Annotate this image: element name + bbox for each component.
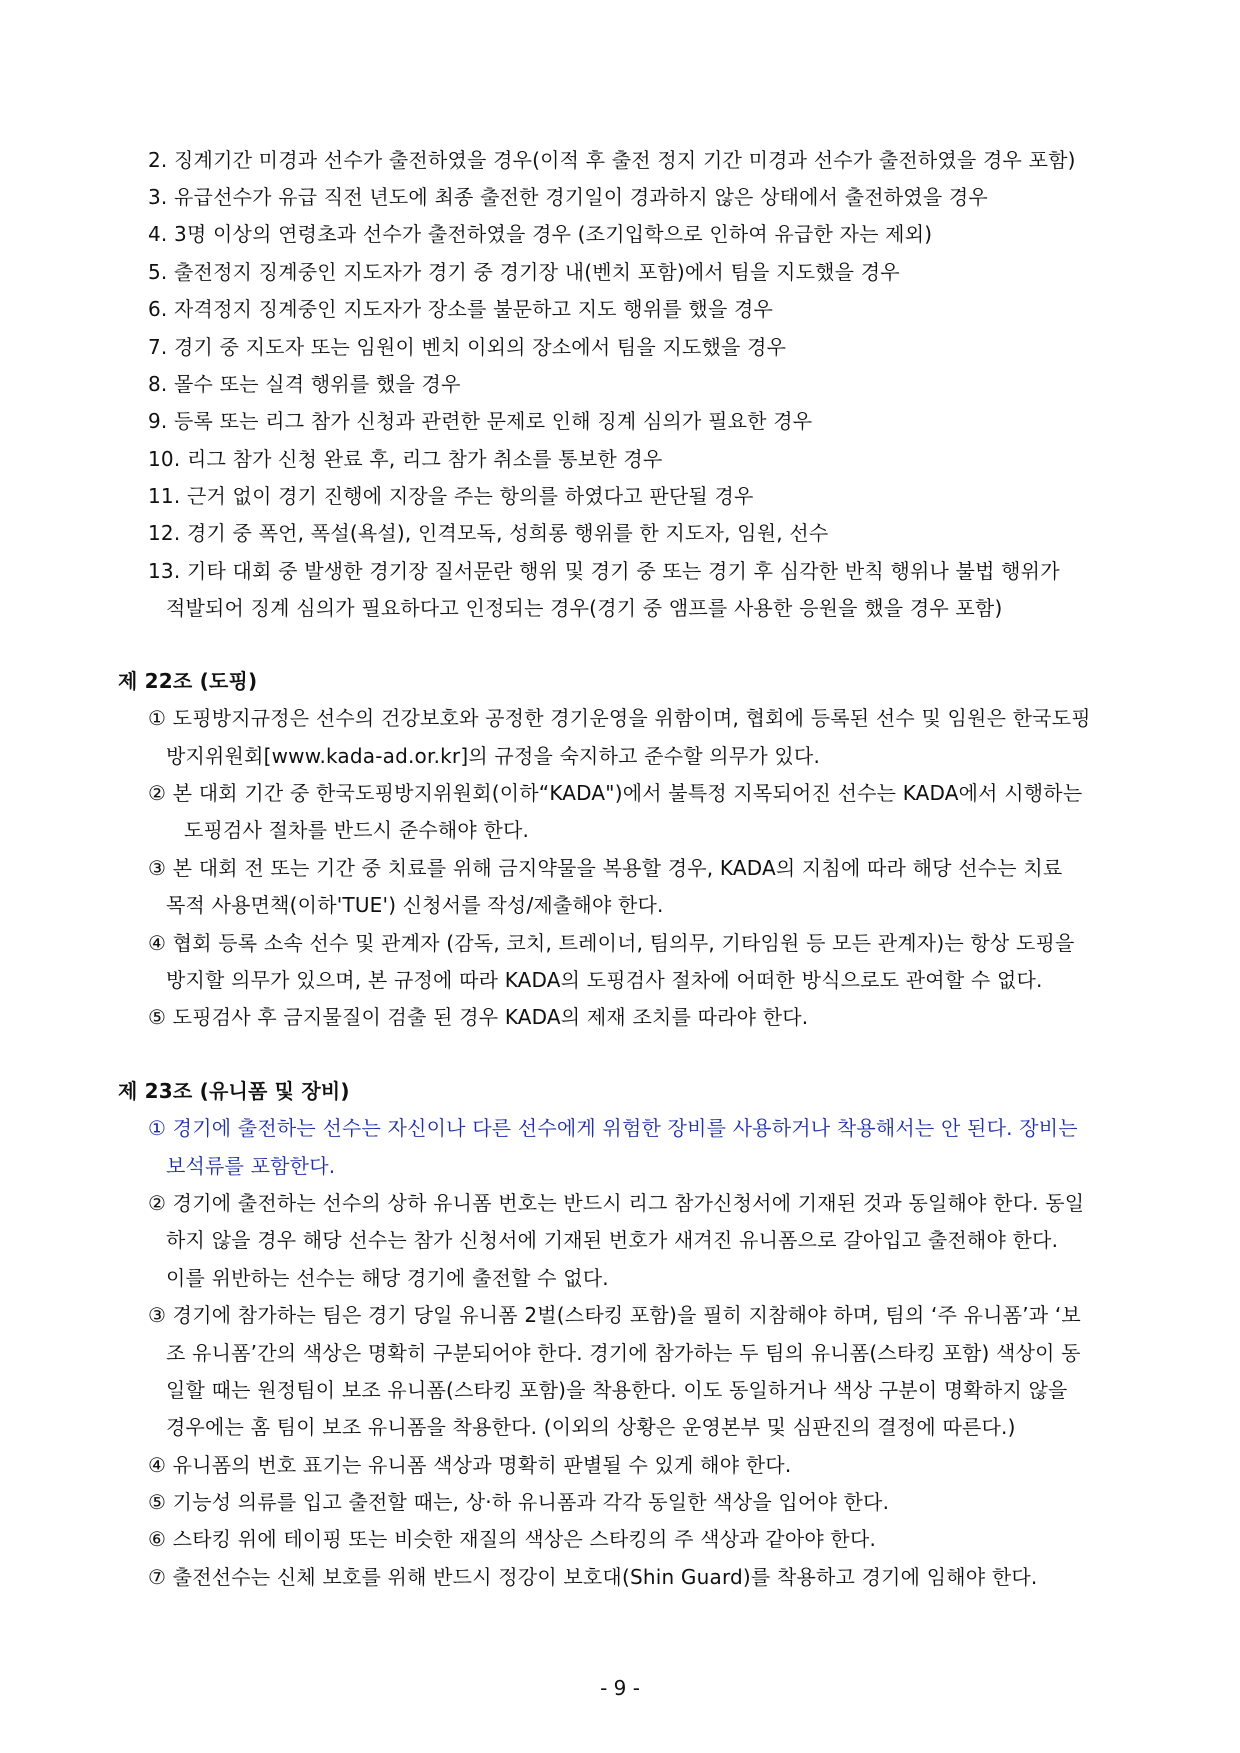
article-23-clause-2: ② 경기에 출전하는 선수의 상하 유니폼 번호는 반드시 리그 참가신청서에 기재된 것과 동일해야 한다. 동일 [148, 1191, 1085, 1215]
list-item: 4. 3명 이상의 연령초과 선수가 출전하였을 경우 (조기입학으로 인하여 유급한 자는 제외) [148, 222, 933, 246]
list-item: 7. 경기 중 지도자 또는 임원이 벤치 이외의 장소에서 팀을 지도했을 경우 [148, 335, 787, 359]
article-22-clause-2-cont: 도핑검사 절차를 반드시 준수해야 한다. [184, 818, 530, 842]
article-23-clause-4: ④ 유니폼의 번호 표기는 유니폼 색상과 명확히 판별될 수 있게 해야 한다. [148, 1453, 792, 1477]
article-23-clause-3-cont: 조 유니폼’간의 색상은 명확히 구분되어야 한다. 경기에 참가하는 두 팀의 유니폼(스타킹 포함) 색상이 동 [166, 1341, 1081, 1365]
article-23-clause-1: ① 경기에 출전하는 선수는 자신이나 다른 선수에게 위험한 장비를 사용하거나 착용해서는 안 된다. 장비는 [148, 1116, 1078, 1140]
article-23-clause-1-cont: 보석류를 포함한다. [166, 1154, 336, 1178]
list-item: 5. 출전정지 징계중인 지도자가 경기 중 경기장 내(벤치 포함)에서 팀을 지도했을 경우 [148, 260, 900, 284]
article-23-clause-3-cont: 일할 때는 원정팀이 보조 유니폼(스타킹 포함)을 착용한다. 이도 동일하거나 색상 구분이 명확하지 않을 [166, 1378, 1068, 1402]
list-item: 6. 자격정지 징계중인 지도자가 장소를 불문하고 지도 행위를 했을 경우 [148, 297, 774, 321]
article-22-clause-1: ① 도핑방지규정은 선수의 건강보호와 공정한 경기운영을 위함이며, 협회에 등록된 선수 및 임원은 한국도핑 [148, 706, 1091, 730]
list-item: 11. 근거 없이 경기 진행에 지장을 주는 항의를 하였다고 판단될 경우 [148, 484, 754, 508]
article-22-clause-5: ⑤ 도핑검사 후 금지물질이 검출 된 경우 KADA의 제재 조치를 따라야 한다. [148, 1005, 809, 1029]
list-item: 13. 기타 대회 중 발생한 경기장 질서문란 행위 및 경기 중 또는 경기 후 심각한 반칙 행위나 불법 행위가 [148, 559, 1060, 583]
article-23-heading: 제 23조 (유니폼 및 장비) [118, 1079, 350, 1103]
list-item: 12. 경기 중 폭언, 폭설(욕설), 인격모독, 성희롱 행위를 한 지도자, 임원, 선수 [148, 521, 829, 545]
article-23-clause-2-cont: 이를 위반하는 선수는 해당 경기에 출전할 수 없다. [166, 1266, 609, 1290]
list-item: 2. 징계기간 미경과 선수가 출전하였을 경우(이적 후 출전 정지 기간 미경과 선수가 출전하였을 경우 포함) [148, 148, 1076, 172]
article-23-clause-3: ③ 경기에 참가하는 팀은 경기 당일 유니폼 2벌(스타킹 포함)을 필히 지참해야 하며, 팀의 ‘주 유니폼’과 ‘보 [148, 1303, 1081, 1327]
list-item: 8. 몰수 또는 실격 행위를 했을 경우 [148, 372, 461, 396]
article-22-heading: 제 22조 (도핑) [118, 669, 258, 693]
article-22-clause-4-cont: 방지할 의무가 있으며, 본 규정에 따라 KADA의 도핑검사 절차에 어떠한 방식으로도 관여할 수 없다. [166, 968, 1043, 992]
article-22-clause-1-cont: 방지위원회[www.kada-ad.or.kr]의 규정을 숙지하고 준수할 의무가 있다. [166, 744, 821, 768]
article-23-clause-6: ⑥ 스타킹 위에 테이핑 또는 비슷한 재질의 색상은 스타킹의 주 색상과 같아야 한다. [148, 1527, 877, 1551]
article-22-clause-3-cont: 목적 사용면책(이하'TUE') 신청서를 작성/제출해야 한다. [166, 893, 664, 917]
list-item: 9. 등록 또는 리그 참가 신청과 관련한 문제로 인해 징계 심의가 필요한 경우 [148, 409, 813, 433]
article-22-clause-3: ③ 본 대회 전 또는 기간 중 치료를 위해 금지약물을 복용할 경우, KADA의 지침에 따라 해당 선수는 치료 [148, 856, 1063, 880]
article-23-clause-3-cont: 경우에는 홈 팀이 보조 유니폼을 착용한다. (이외의 상황은 운영본부 및 심판진의 결정에 따른다.) [166, 1415, 1016, 1439]
list-item-continuation: 적발되어 징계 심의가 필요하다고 인정되는 경우(경기 중 앰프를 사용한 응원을 했을 경우 포함) [166, 596, 1003, 620]
list-item: 3. 유급선수가 유급 직전 년도에 최종 출전한 경기일이 경과하지 않은 상태에서 출전하였을 경우 [148, 185, 988, 209]
article-22-clause-2: ② 본 대회 기간 중 한국도핑방지위원회(이하“KADA")에서 불특정 지목되어진 선수는 KADA에서 시행하는 [148, 781, 1083, 805]
article-23-clause-2-cont: 하지 않을 경우 해당 선수는 참가 신청서에 기재된 번호가 새겨진 유니폼으로 갈아입고 출전해야 한다. [166, 1228, 1059, 1252]
list-item: 10. 리그 참가 신청 완료 후, 리그 참가 취소를 통보한 경우 [148, 447, 663, 471]
page-number: - 9 - [600, 1676, 640, 1700]
article-23-clause-7: ⑦ 출전선수는 신체 보호를 위해 반드시 정강이 보호대(Shin Guard)를 착용하고 경기에 임해야 한다. [148, 1565, 1038, 1589]
article-23-clause-5: ⑤ 기능성 의류를 입고 출전할 때는, 상·하 유니폼과 각각 동일한 색상을 입어야 한다. [148, 1490, 890, 1514]
article-22-clause-4: ④ 협회 등록 소속 선수 및 관계자 (감독, 코치, 트레이너, 팀의무, 기타임원 등 모든 관계자)는 항상 도핑을 [148, 931, 1075, 955]
